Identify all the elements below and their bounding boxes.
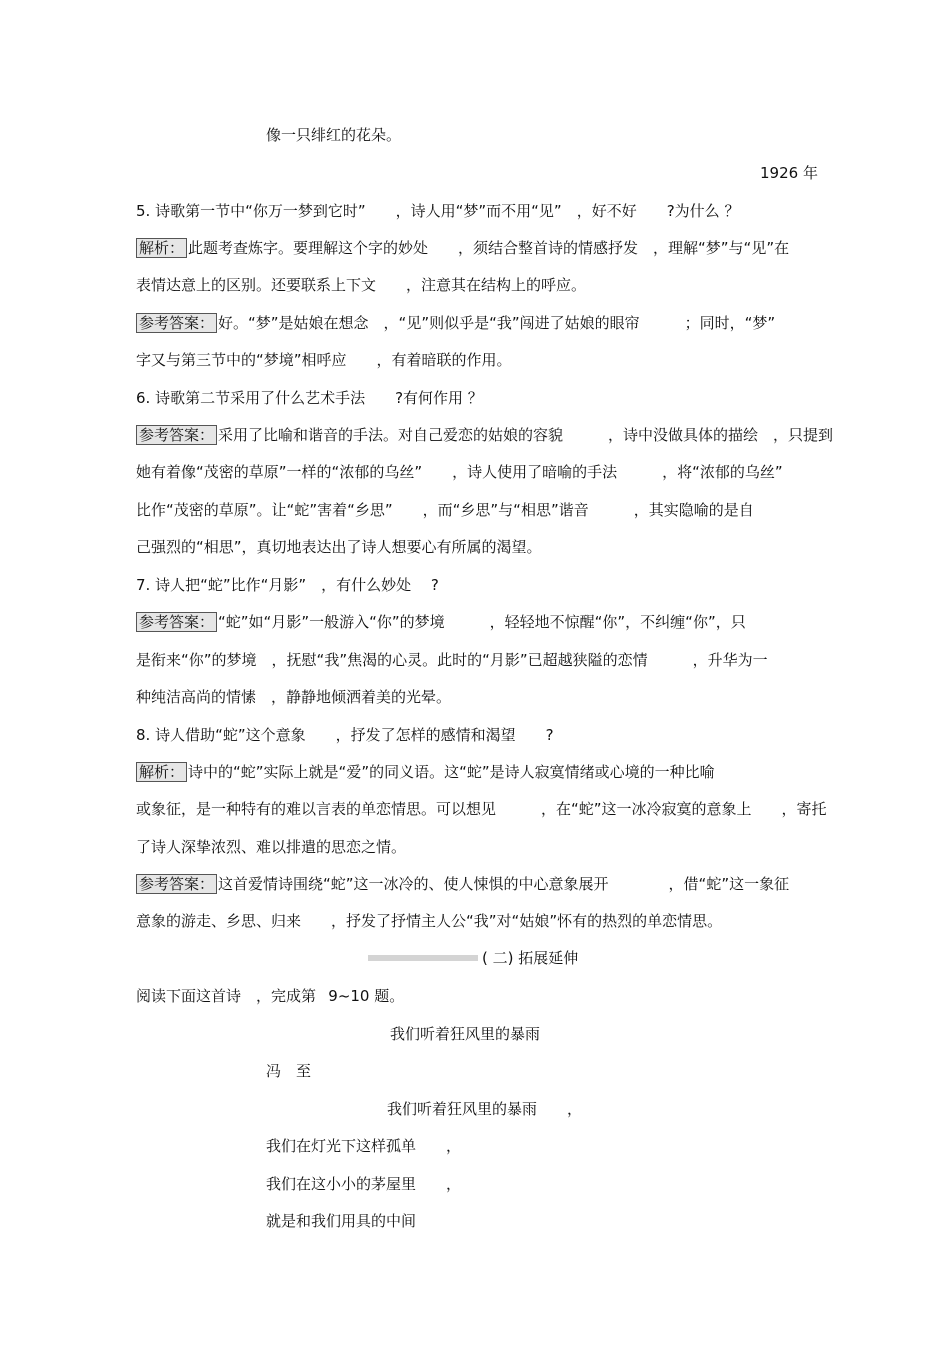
answer-6-line-4: 己强烈的“相思”，真切地表达出了诗人想要心有所属的渴望。 xyxy=(136,538,542,556)
answer-5-line-1: 参考答案： 好。“梦”是姑娘在想念 ，“见”则似乎是“我”闯进了姑娘的眼帘 ；同时，“梦” xyxy=(136,313,775,333)
answer-6-line-3: 比作“茂密的草原”。让“蛇”害着“乡思” ，而“乡思”与“相思”谐音 ，其实隐喻的是自 xyxy=(136,501,754,519)
analysis-8-line-2: 或象征，是一种特有的难以言表的单恋情思。可以想见 ，在“蛇”这一冰冷寂寞的意象上 ，寄托 xyxy=(136,800,827,818)
answer-7-line-1: 参考答案： “蛇”如“月影”一般游入“你”的梦境 ，轻轻地不惊醒“你”，不纠缠“你”，只 xyxy=(136,612,746,632)
answer-8-line-1: 参考答案： 这首爱情诗围绕“蛇”这一冰冷的、使人悚惧的中心意象展开 ，借“蛇”这一象征 xyxy=(136,874,789,894)
analysis-8-line-3: 了诗人深挚浓烈、难以排遣的思恋之情。 xyxy=(136,838,407,856)
poem-line: 像一只绯红的花朵。 xyxy=(266,126,402,144)
analysis-label: 解析： xyxy=(136,238,187,258)
poem-line: 我们在这小小的茅屋里 ， xyxy=(266,1175,462,1193)
poem-line: 我们在灯光下这样孤单 ， xyxy=(266,1137,462,1155)
section-title: ( 二) 拓展延伸 xyxy=(482,949,579,967)
poem-author: 冯 至 xyxy=(266,1062,312,1080)
analysis-8-line-1: 解析： 诗中的“蛇”实际上就是“爱”的同义语。这“蛇”是诗人寂寞情绪或心境的一种比喻 xyxy=(136,762,715,782)
poem-date: 1926 年 xyxy=(760,164,818,182)
answer-7-line-2: 是衔来“你”的梦境 ，抚慰“我”焦渴的心灵。此时的“月影”已超越狭隘的恋情 ，升华为一 xyxy=(136,651,768,669)
question-7: 7. 诗人把“蛇”比作“月影” ，有什么妙处 ? xyxy=(136,576,439,594)
question-6: 6. 诗歌第二节采用了什么艺术手法 ?有何作用 ？ xyxy=(136,389,483,407)
analysis-label: 解析： xyxy=(136,762,187,782)
answer-6-line-2: 她有着像“茂密的草原”一样的“浓郁的乌丝” ，诗人使用了暗喻的手法 ，将“浓郁的乌丝” xyxy=(136,463,783,481)
analysis-5-line-1: 解析： 此题考查炼字。要理解这个字的妙处 ，须结合整首诗的情感抒发 ，理解“梦”与“见”在 xyxy=(136,238,789,258)
answer-5-line-2: 字又与第三节中的“梦境”相呼应 ，有着暗联的作用。 xyxy=(136,351,512,369)
answer-label: 参考答案： xyxy=(136,425,217,445)
section-rule xyxy=(368,955,478,961)
question-5: 5. 诗歌第一节中“你万一梦到它时” ，诗人用“梦”而不用“见” ，好不好 ?为什么 ？ xyxy=(136,202,740,220)
answer-label: 参考答案： xyxy=(136,874,217,894)
answer-label: 参考答案： xyxy=(136,612,217,632)
answer-6-line-1: 参考答案： 采用了比喻和谐音的手法。对自己爱恋的姑娘的容貌 ，诗中没做具体的描绘 ，只提到 xyxy=(136,425,833,445)
instructions: 阅读下面这首诗 ，完成第 9~10 题。 xyxy=(136,987,405,1005)
analysis-5-line-2: 表情达意上的区别。还要联系上下文 ，注意其在结构上的呼应。 xyxy=(136,276,587,294)
poem-line: 我们听着狂风里的暴雨 ， xyxy=(387,1100,583,1118)
answer-7-line-3: 种纯洁高尚的情愫 ，静静地倾洒着美的光晕。 xyxy=(136,688,452,706)
poem-title: 我们听着狂风里的暴雨 xyxy=(390,1025,541,1043)
answer-label: 参考答案： xyxy=(136,313,217,333)
answer-8-line-2: 意象的游走、乡思、归来 ，抒发了抒情主人公“我”对“姑娘”怀有的热烈的单恋情思。 xyxy=(136,912,723,930)
question-8: 8. 诗人借助“蛇”这个意象 ，抒发了怎样的感情和渴望 ? xyxy=(136,726,554,744)
poem-line: 就是和我们用具的中间 xyxy=(266,1212,417,1230)
